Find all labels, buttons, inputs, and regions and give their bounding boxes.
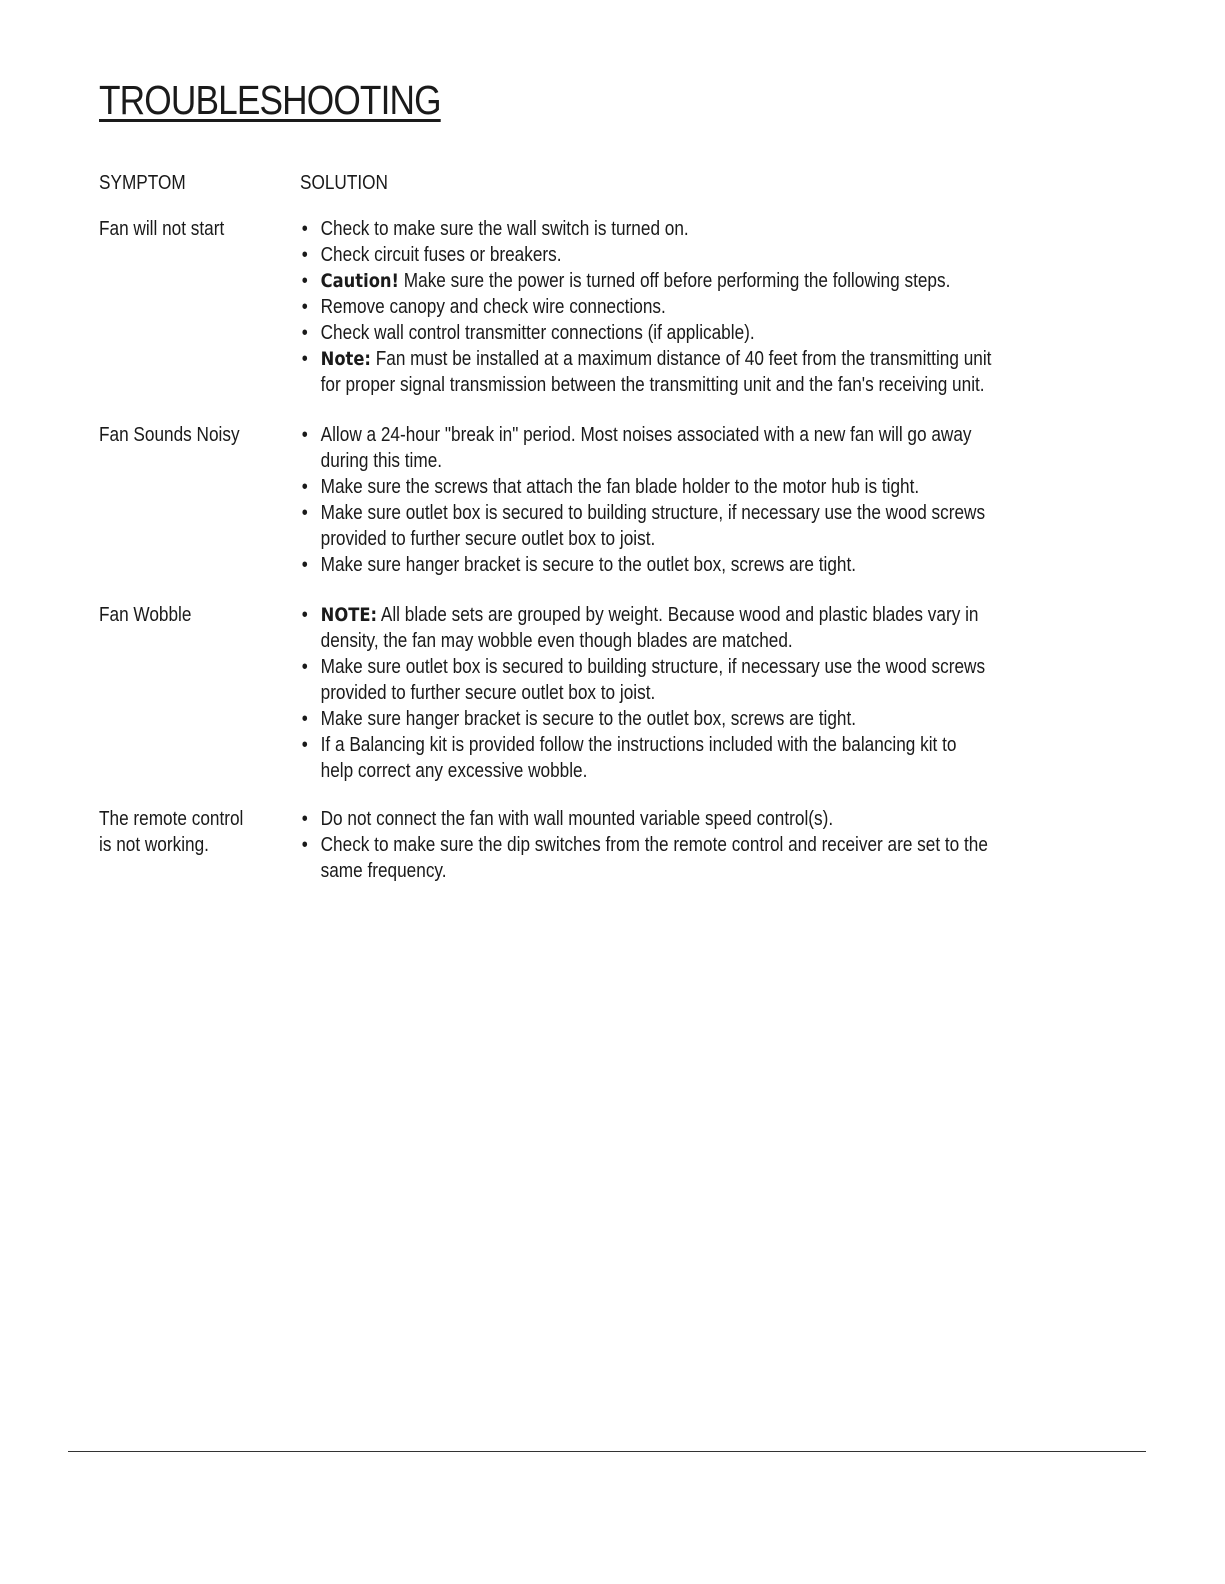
solution-item (300, 320, 1057, 346)
solution-text: Check circuit fuses or breakers. (320, 244, 562, 266)
solution-text: Allow a 24-hour "break in" period. Most noises associated with a new fan will go away (320, 424, 972, 446)
solution-text: Make sure hanger bracket is secure to the outlet box, screws are tight. (320, 708, 857, 730)
solution-item (300, 706, 1057, 732)
solution-item (300, 806, 1057, 832)
solution-item (300, 602, 1057, 654)
solution-text: Make sure outlet box is secured to building structure, if necessary use the wood screws (320, 656, 986, 678)
solution-emphasis: Caution! (320, 270, 400, 292)
solution-text: Do not connect the fan with wall mounted variable speed control(s). (320, 808, 834, 830)
solution-text: Remove canopy and check wire connections. (320, 296, 666, 318)
solution-emphasis: NOTE: (320, 604, 378, 626)
solution-item (300, 654, 1057, 706)
solution-item (300, 268, 1057, 294)
solution-text: provided to further secure outlet box to joist. (320, 682, 656, 704)
solution-text: Check to make sure the dip switches from the remote control and receiver are set to the (320, 834, 988, 856)
solution-text: for proper signal transmission between the transmitting unit and the fan's receiving unit. (320, 374, 985, 396)
symptom-label: Fan Wobble (99, 604, 192, 626)
symptom-label: The remote control is not working. (99, 808, 244, 856)
solution-text: Fan must be installed at a maximum distance of 40 feet from the transmitting unit (370, 348, 992, 370)
solution-item (300, 552, 1057, 578)
solution-text: Check to make sure the wall switch is turned on. (320, 218, 689, 240)
solution-item (300, 242, 1057, 268)
footer-divider (68, 1451, 1146, 1452)
solution-list (300, 806, 1057, 884)
solution-text: Make sure hanger bracket is secure to the outlet box, screws are tight. (320, 554, 857, 576)
solution-emphasis: Note: (320, 348, 371, 370)
solution-list (300, 216, 1057, 398)
solution-text: same frequency. (320, 860, 447, 882)
solution-text: provided to further secure outlet box to joist. (320, 528, 656, 550)
solution-text: help correct any excessive wobble. (320, 760, 588, 782)
solution-text: during this time. (320, 450, 443, 472)
solution-text: Make sure the screws that attach the fan blade holder to the motor hub is tight. (320, 476, 920, 498)
symptom-label: Fan Sounds Noisy (99, 424, 240, 446)
solution-item (300, 474, 1057, 500)
solution-text: If a Balancing kit is provided follow the instructions included with the balancing kit to (320, 734, 957, 756)
solution-list (300, 422, 1057, 578)
solution-item (300, 294, 1057, 320)
solution-text: Make sure outlet box is secured to building structure, if necessary use the wood screws (320, 502, 986, 524)
solution-item (300, 732, 1057, 784)
solution-text: Make sure the power is turned off before performing the following steps. (399, 270, 951, 292)
solution-item (300, 422, 1057, 474)
solution-item (300, 500, 1057, 552)
symptom-label: Fan will not start (99, 218, 225, 240)
solution-text: All blade sets are grouped by weight. Because wood and plastic blades vary in (377, 604, 979, 626)
solution-text: density, the fan may wobble even though blades are matched. (320, 630, 793, 652)
solution-item (300, 346, 1057, 398)
solution-column-header: SOLUTION (300, 172, 388, 194)
solution-item (300, 216, 1057, 242)
solution-text: Check wall control transmitter connections (if applicable). (320, 322, 755, 344)
page-title: TROUBLESHOOTING (99, 77, 441, 123)
solution-item (300, 832, 1057, 884)
symptom-column-header: SYMPTOM (99, 172, 186, 194)
solution-list (300, 602, 1057, 784)
